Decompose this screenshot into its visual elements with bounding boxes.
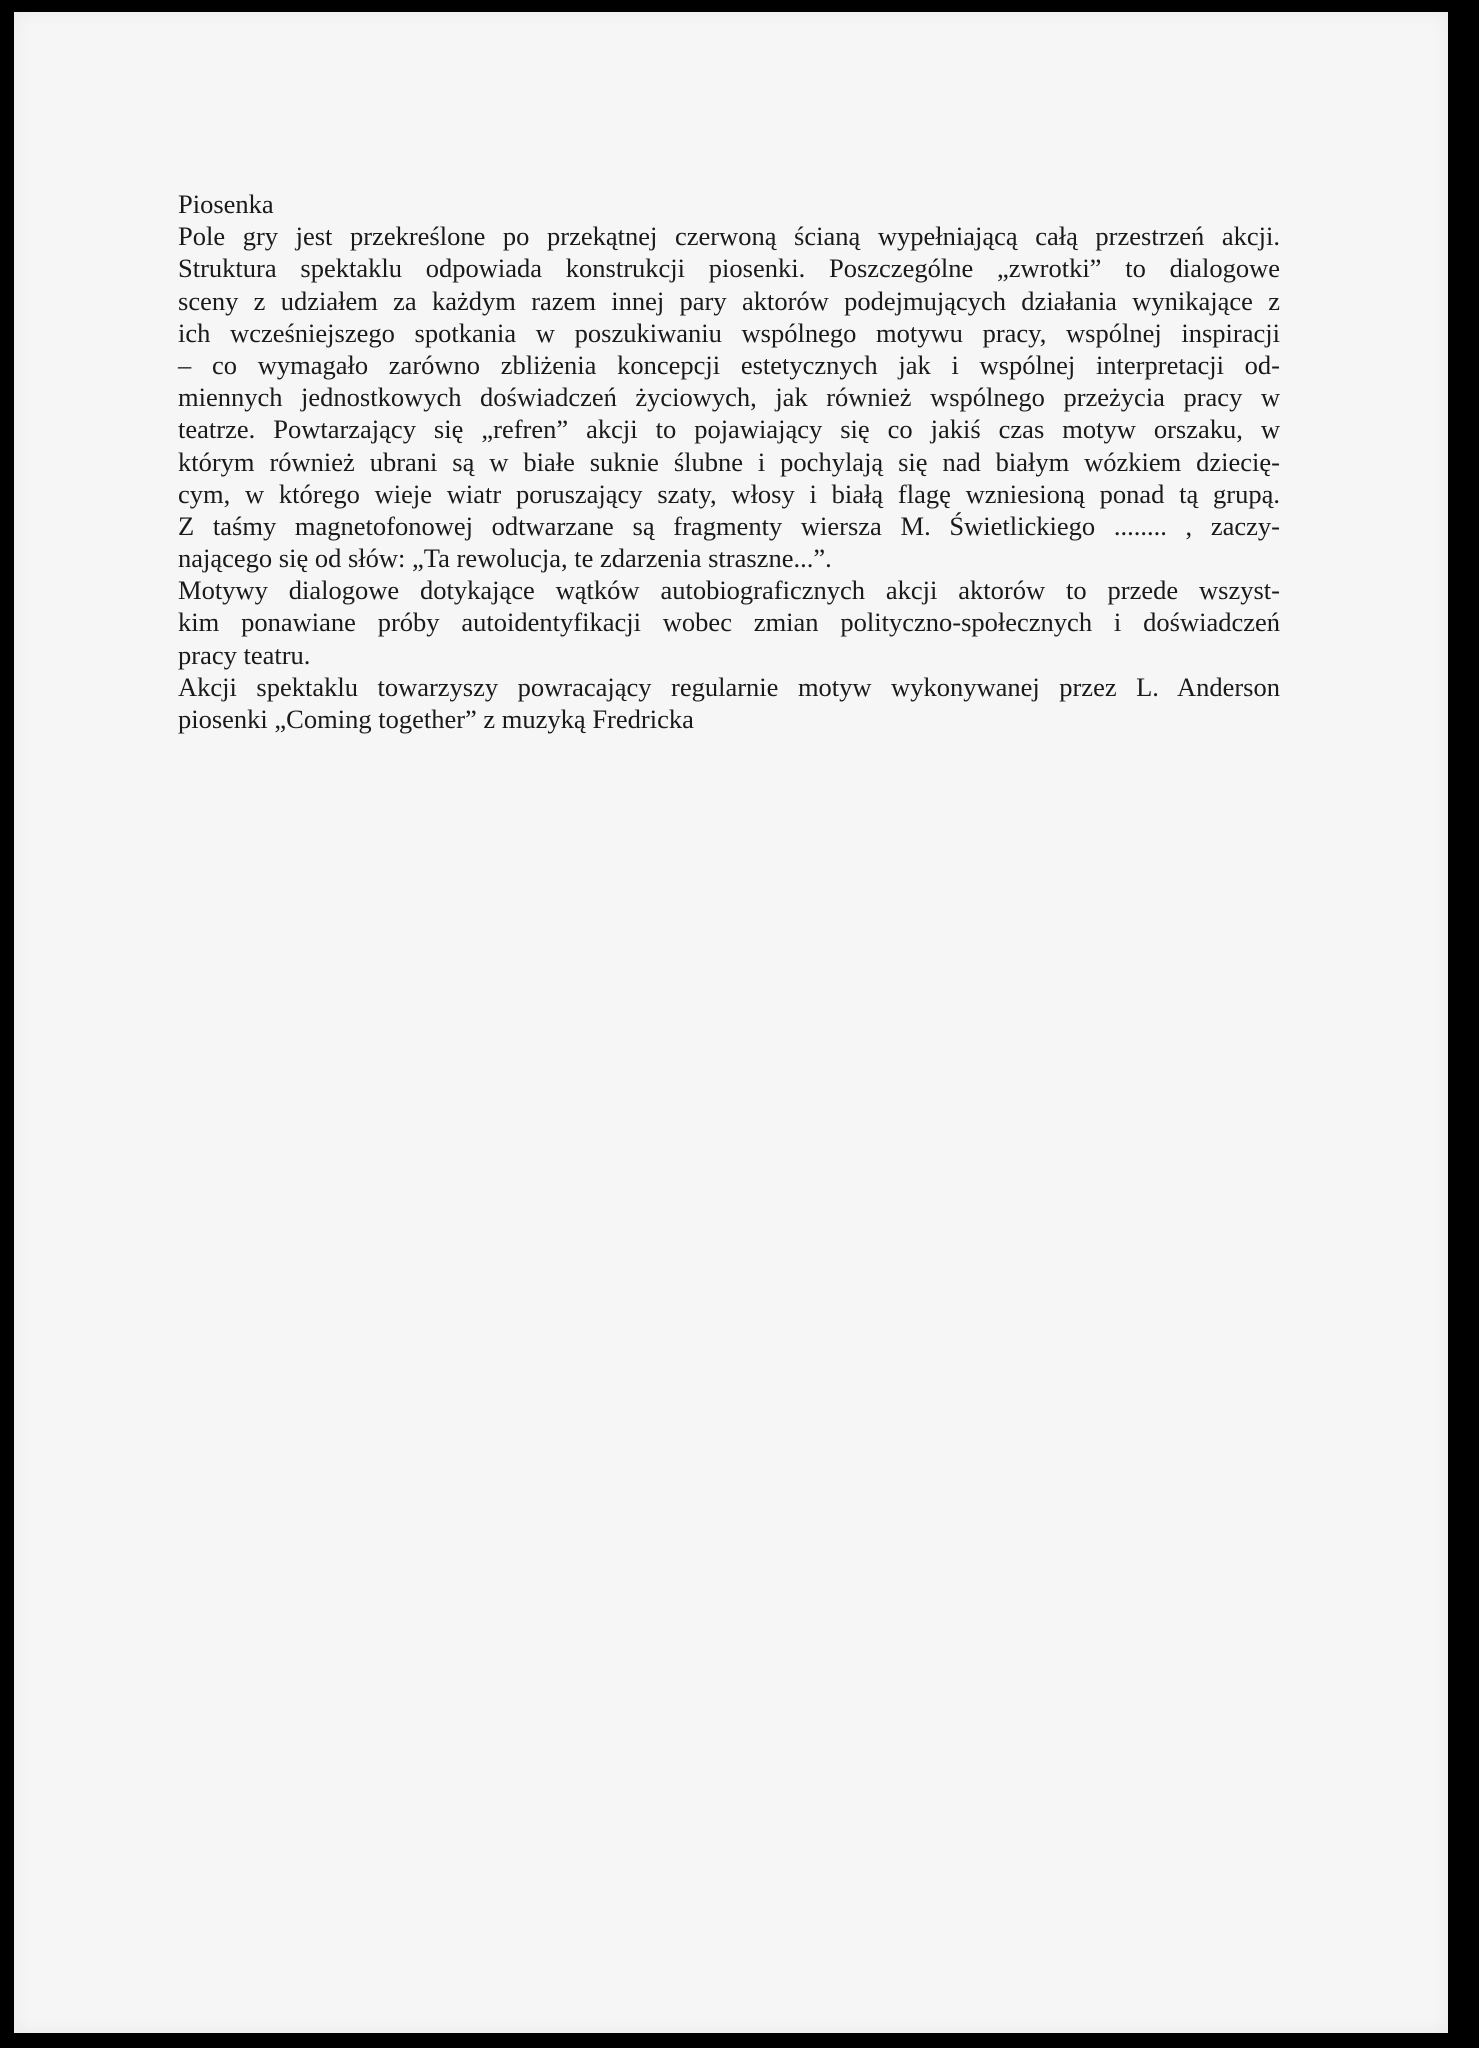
text-line: cym, w którego wieje wiatr poruszający szaty, włosy i białą flagę wzniesioną ponad tą grupą. — [178, 478, 1280, 509]
text-line: piosenki „Coming together” z muzyką Fredricka — [178, 704, 694, 734]
text-line: ich wcześniejszego spotkania w poszukiwaniu wspólnego motywu pracy, wspólnej inspiracji — [178, 317, 1280, 348]
text-line: Z taśmy magnetofonowej odtwarzane są fragmenty wiersza M. Świetlickiego ........ , zaczy- — [178, 510, 1280, 541]
paragraph-1 — [178, 220, 1280, 574]
text-line: sceny z udziałem za każdym razem innej pary aktorów podejmujących działania wynikające z — [178, 285, 1280, 316]
paragraph-2 — [178, 574, 1280, 671]
text-line: Motywy dialogowe dotykające wątków autobiograficznych akcji aktorów to przede wszyst- — [178, 575, 1280, 606]
text-block — [178, 188, 1280, 735]
text-line: pracy teatru. — [178, 639, 311, 670]
text-line: kim ponawiane próby autoidentyfikacji wobec zmian polityczno-społecznych i doświadczeń — [178, 607, 1280, 638]
text-line: miennych jednostkowych doświadczeń życiowych, jak również wspólnego przeżycia pracy w — [178, 382, 1280, 413]
text-line: Struktura spektaklu odpowiada konstrukcji piosenki. Poszczególne „zwrotki” to dialogowe — [178, 253, 1280, 284]
text-line: – co wymagało zarówno zbliżenia koncepcji estetycznych jak i wspólnej interpretacji od- — [178, 349, 1280, 380]
text-line: Pole gry jest przekreślone po przekątnej czerwoną ścianą wypełniającą całą przestrzeń akcji. — [178, 221, 1280, 252]
text-line: teatrze. Powtarzający się „refren” akcji to pojawiający się co jakiś czas motyw orszaku, w — [178, 414, 1280, 445]
document-title: Piosenka — [178, 189, 274, 219]
paper-sheet — [14, 12, 1448, 2033]
text-line: którym również ubrani są w białe suknie ślubne i pochylają się nad białym wózkiem dziecię- — [178, 446, 1280, 477]
paragraph-3 — [178, 671, 1280, 735]
text-line: nającego się od słów: „Ta rewolucja, te zdarzenia straszne...”. — [178, 543, 832, 574]
text-line: Akcji spektaklu towarzyszy powracający regularnie motyw wykonywanej przez L. Anderson — [178, 671, 1280, 702]
